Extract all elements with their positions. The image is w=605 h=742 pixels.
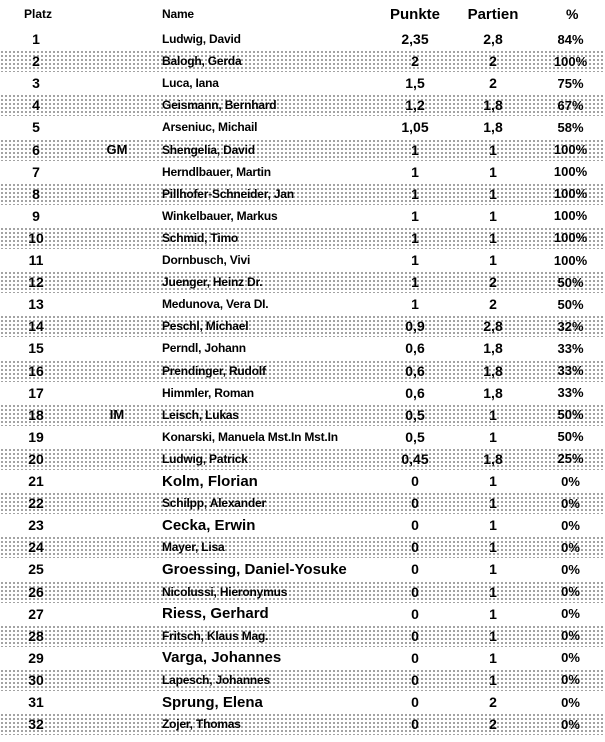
percent-cell: 0% — [561, 561, 580, 577]
platz-cell: 16 — [28, 362, 44, 379]
platz-cell: 11 — [28, 252, 44, 268]
platz-cell: 24 — [28, 539, 44, 556]
percent-cell: 67% — [557, 97, 584, 113]
title-cell — [72, 448, 162, 470]
punkte-cell: 0 — [411, 649, 419, 666]
percent-cell: 58% — [557, 119, 584, 135]
table-row — [0, 581, 605, 603]
partien-cell: 1 — [489, 561, 497, 578]
platz-cell: 10 — [28, 229, 44, 246]
percent-cell: 33% — [557, 363, 584, 378]
title-cell — [72, 581, 162, 603]
punkte-cell: 0 — [411, 539, 419, 556]
partien-cell: 1 — [489, 207, 497, 224]
title-cell: GM — [106, 142, 128, 157]
punkte-cell: 0,6 — [405, 384, 425, 401]
punkte-cell: 0,9 — [405, 318, 425, 335]
percent-cell: 50% — [557, 429, 584, 445]
platz-cell: 9 — [32, 207, 40, 224]
title-cell — [72, 315, 162, 337]
table-row — [0, 337, 605, 359]
percent-cell: 0% — [561, 716, 580, 732]
title-cell — [72, 514, 162, 536]
table-row — [0, 691, 605, 713]
title-cell — [72, 691, 162, 713]
percent-cell: 33% — [557, 385, 584, 401]
platz-cell: 26 — [28, 583, 44, 600]
title-cell — [72, 116, 162, 138]
platz-cell: 23 — [28, 517, 44, 534]
percent-cell: 100% — [553, 252, 588, 268]
title-cell — [72, 492, 162, 514]
table-row — [0, 382, 605, 404]
punkte-cell: 0 — [411, 716, 419, 733]
title-cell — [72, 227, 162, 249]
table-row — [0, 426, 605, 448]
percent-cell: 33% — [557, 340, 584, 356]
punkte-cell: 0 — [411, 473, 419, 489]
punkte-cell: 0,5 — [405, 406, 425, 423]
percent-cell: 0% — [561, 495, 580, 511]
platz-cell: 12 — [28, 274, 44, 291]
name-cell: Lapesch, Johannes — [162, 672, 270, 687]
platz-cell: 25 — [28, 561, 44, 578]
punkte-cell: 0 — [411, 694, 419, 710]
name-cell: Mayer, Lisa — [162, 540, 225, 555]
name-cell: Pillhofer-Schneider, Jan — [162, 186, 294, 201]
platz-cell: 27 — [28, 605, 44, 622]
platz-cell: 18 — [28, 406, 44, 423]
partien-cell: 1 — [489, 141, 497, 158]
partien-cell: 1 — [489, 583, 497, 600]
partien-cell: 1 — [489, 605, 497, 622]
punkte-cell: 0 — [411, 671, 419, 688]
percent-cell: 0% — [561, 606, 580, 622]
table-row — [0, 94, 605, 116]
percent-cell: 0% — [561, 694, 580, 710]
percent-cell: 50% — [557, 407, 584, 423]
punkte-cell: 1 — [411, 163, 419, 180]
platz-cell: 29 — [28, 649, 44, 666]
partien-cell: 1,8 — [483, 119, 503, 136]
table-row — [0, 271, 605, 293]
name-cell: Arseniuc, Michail — [162, 120, 258, 135]
name-cell: Konarski, Manuela Mst.In Mst.In — [162, 429, 338, 444]
punkte-cell: 1,5 — [405, 75, 425, 92]
platz-cell: 15 — [28, 340, 44, 357]
partien-cell: 1 — [489, 627, 497, 644]
table-row — [0, 536, 605, 558]
table-row — [0, 50, 605, 72]
percent-cell: 84% — [557, 31, 584, 47]
name-cell: Dornbusch, Vivi — [162, 253, 251, 267]
table-row — [0, 470, 605, 492]
title-cell — [72, 94, 162, 116]
title-cell — [72, 293, 162, 315]
punkte-cell: 0 — [411, 495, 419, 512]
punkte-cell: 1 — [411, 274, 419, 291]
punkte-cell: 0,5 — [405, 428, 425, 445]
table-row — [0, 514, 605, 536]
partien-cell: 1 — [489, 649, 497, 666]
title-cell — [72, 536, 162, 558]
partien-cell: 1 — [489, 252, 497, 268]
title-cell — [72, 271, 162, 293]
title-cell — [72, 625, 162, 647]
table-row — [0, 625, 605, 647]
platz-cell: 1 — [32, 31, 40, 47]
partien-cell: 2 — [489, 274, 497, 291]
partien-cell: 2 — [489, 53, 497, 70]
punkte-cell: 1,2 — [405, 97, 425, 114]
title-cell — [72, 382, 162, 404]
punkte-cell: 2 — [411, 53, 419, 70]
name-cell: Perndl, Johann — [162, 341, 246, 356]
title-cell — [72, 183, 162, 205]
partien-cell: 1 — [489, 428, 497, 445]
name-cell: Fritsch, Klaus Mag. — [162, 628, 269, 643]
percent-cell: 25% — [557, 451, 584, 467]
partien-cell: 1 — [489, 473, 497, 489]
table-row — [0, 72, 605, 94]
header-row — [0, 0, 605, 28]
name-cell: Cecka, Erwin — [162, 516, 256, 534]
name-cell: Luca, Iana — [162, 76, 219, 91]
percent-cell: 0% — [561, 517, 580, 533]
percent-cell: 100% — [553, 53, 588, 69]
platz-cell: 17 — [28, 384, 44, 401]
platz-cell: 2 — [32, 53, 40, 70]
table-row — [0, 360, 605, 382]
title-cell — [72, 72, 162, 94]
table-row — [0, 603, 605, 625]
punkte-cell: 0 — [411, 583, 419, 600]
name-cell: Schilpp, Alexander — [162, 496, 266, 511]
title-cell — [72, 249, 162, 271]
name-cell: Himmler, Roman — [162, 385, 254, 400]
table-row — [0, 205, 605, 227]
platz-cell: 20 — [28, 450, 44, 467]
title-cell — [72, 205, 162, 227]
name-cell: Sprung, Elena — [162, 693, 263, 711]
title-cell — [72, 558, 162, 580]
partien-cell: 1 — [489, 406, 497, 423]
punkte-cell: 1 — [411, 252, 419, 268]
punkte-cell: 1 — [411, 185, 419, 202]
partien-cell: 2 — [489, 75, 497, 92]
header-platz: Platz — [24, 7, 53, 21]
name-cell: Peschl, Michael — [162, 319, 249, 334]
percent-cell: 0% — [561, 628, 580, 644]
title-cell — [72, 669, 162, 691]
platz-cell: 21 — [28, 473, 44, 489]
partien-cell: 1,8 — [483, 450, 503, 467]
name-cell: Ludwig, Patrick — [162, 451, 248, 466]
punkte-cell: 1 — [411, 296, 419, 313]
title-cell — [72, 360, 162, 382]
name-cell: Zojer, Thomas — [162, 717, 241, 732]
platz-cell: 13 — [28, 296, 44, 313]
table-row — [0, 558, 605, 580]
platz-cell: 7 — [32, 163, 40, 180]
title-cell — [72, 28, 162, 50]
platz-cell: 4 — [32, 97, 40, 114]
platz-cell: 5 — [32, 119, 40, 136]
title-cell — [72, 426, 162, 448]
punkte-cell: 2,35 — [401, 31, 429, 47]
partien-cell: 1 — [489, 229, 497, 246]
partien-cell: 2,8 — [483, 31, 503, 47]
percent-cell: 100% — [553, 186, 588, 202]
percent-cell: 100% — [553, 142, 588, 157]
punkte-cell: 0,6 — [405, 362, 425, 379]
percent-cell: 0% — [561, 650, 580, 666]
header-percent: % — [566, 6, 579, 22]
platz-cell: 32 — [28, 716, 44, 733]
table-row — [0, 161, 605, 183]
table-row — [0, 28, 605, 50]
name-cell: Medunova, Vera DI. — [162, 297, 269, 312]
table-row — [0, 404, 605, 426]
partien-cell: 1,8 — [483, 97, 503, 114]
name-cell: Schmid, Timo — [162, 230, 239, 245]
table-row — [0, 116, 605, 138]
name-cell: Geismann, Bernhard — [162, 98, 277, 113]
table-row — [0, 139, 605, 161]
name-cell: Varga, Johannes — [162, 649, 282, 667]
table-row — [0, 713, 605, 735]
table-row — [0, 492, 605, 514]
punkte-cell: 1 — [411, 207, 419, 224]
table-row — [0, 249, 605, 271]
percent-cell: 50% — [557, 274, 584, 290]
percent-cell: 0% — [561, 473, 580, 489]
name-cell: Riess, Gerhard — [162, 605, 269, 623]
title-cell — [72, 161, 162, 183]
name-cell: Juenger, Heinz Dr. — [162, 275, 263, 290]
punkte-cell: 1,05 — [401, 119, 429, 136]
punkte-cell: 0 — [411, 561, 419, 578]
percent-cell: 100% — [553, 164, 588, 180]
punkte-cell: 0 — [411, 517, 419, 534]
platz-cell: 31 — [28, 694, 44, 710]
punkte-cell: 1 — [411, 141, 419, 158]
partien-cell: 1 — [489, 185, 497, 202]
title-cell: IM — [109, 407, 125, 423]
partien-cell: 2,8 — [483, 318, 503, 335]
name-cell: Nicolussi, Hieronymus — [162, 584, 288, 599]
percent-cell: 100% — [553, 230, 588, 246]
table-row — [0, 448, 605, 470]
name-cell: Herndlbauer, Martin — [162, 164, 271, 179]
punkte-cell: 0,45 — [401, 450, 429, 467]
title-cell — [72, 337, 162, 359]
platz-cell: 19 — [28, 428, 44, 445]
table-row — [0, 647, 605, 669]
partien-cell: 1 — [489, 517, 497, 534]
percent-cell: 0% — [561, 539, 580, 555]
percent-cell: 0% — [561, 584, 580, 599]
punkte-cell: 0 — [411, 627, 419, 644]
table-row — [0, 183, 605, 205]
name-cell: Balogh, Gerda — [162, 54, 242, 69]
header-partien: Partien — [467, 5, 519, 23]
title-cell — [72, 50, 162, 72]
percent-cell: 100% — [553, 208, 588, 224]
name-cell: Prendinger, Rudolf — [162, 363, 266, 378]
partien-cell: 1 — [489, 539, 497, 556]
partien-cell: 2 — [489, 694, 497, 710]
header-punkte: Punkte — [389, 5, 440, 23]
name-cell: Kolm, Florian — [162, 472, 258, 490]
platz-cell: 3 — [32, 75, 40, 92]
name-cell: Leisch, Lukas — [162, 407, 239, 422]
name-cell: Shengelia, David — [162, 142, 255, 157]
punkte-cell: 1 — [411, 229, 419, 246]
platz-cell: 28 — [28, 627, 44, 644]
platz-cell: 6 — [32, 141, 40, 158]
name-cell: Groessing, Daniel-Yosuke — [162, 560, 347, 578]
partien-cell: 2 — [489, 716, 497, 733]
partien-cell: 2 — [489, 296, 497, 313]
table-row — [0, 227, 605, 249]
platz-cell: 22 — [28, 495, 44, 512]
table-row — [0, 315, 605, 337]
name-cell: Ludwig, David — [162, 32, 241, 46]
partien-cell: 1 — [489, 495, 497, 512]
header-name: Name — [162, 7, 194, 21]
title-cell — [72, 603, 162, 625]
table-row — [0, 669, 605, 691]
percent-cell: 50% — [557, 296, 584, 312]
partien-cell: 1,8 — [483, 362, 503, 379]
partien-cell: 1,8 — [483, 340, 503, 357]
punkte-cell: 0,6 — [405, 340, 425, 357]
percent-cell: 0% — [561, 672, 580, 688]
title-cell — [72, 470, 162, 492]
platz-cell: 14 — [28, 318, 44, 335]
partien-cell: 1 — [489, 163, 497, 180]
platz-cell: 30 — [28, 671, 44, 688]
percent-cell: 75% — [557, 75, 584, 91]
table-row — [0, 293, 605, 315]
platz-cell: 8 — [32, 185, 40, 202]
punkte-cell: 0 — [411, 605, 419, 622]
title-cell — [72, 713, 162, 735]
percent-cell: 32% — [557, 318, 584, 334]
name-cell: Winkelbauer, Markus — [162, 208, 278, 223]
partien-cell: 1 — [489, 671, 497, 688]
partien-cell: 1,8 — [483, 384, 503, 401]
title-cell — [72, 647, 162, 669]
